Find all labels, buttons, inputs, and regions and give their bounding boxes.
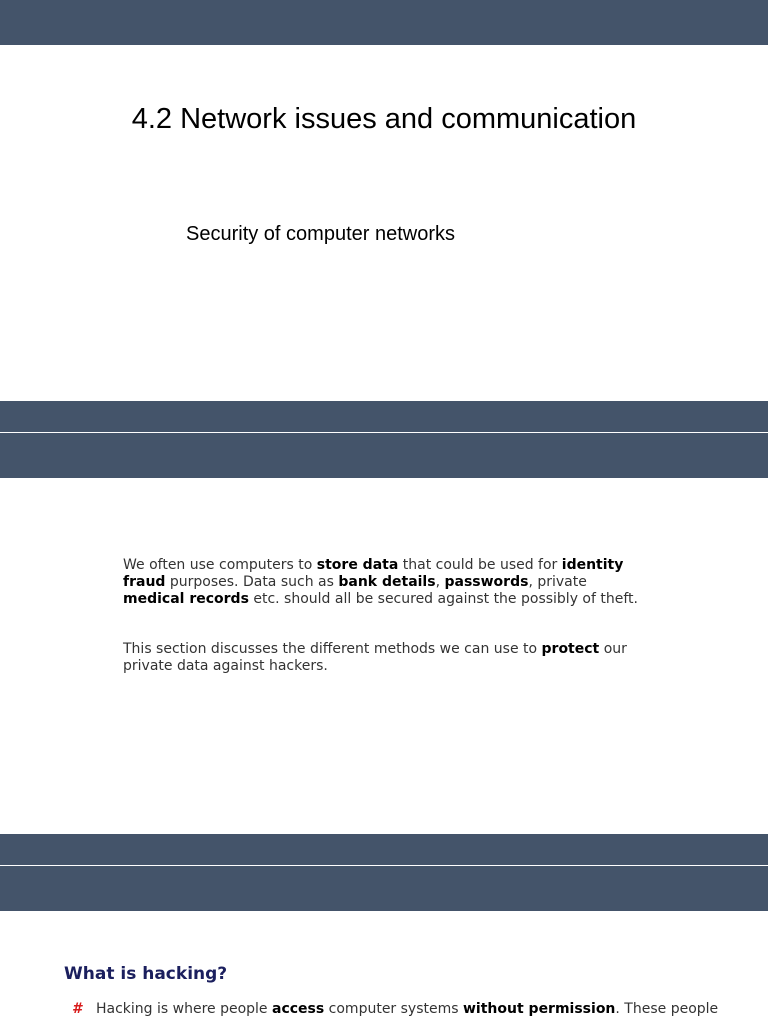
slide-footer-band — [0, 401, 768, 432]
text-run: Hacking is where people — [96, 1001, 272, 1017]
slide-intro — [0, 433, 768, 865]
slide-subtitle-text: Security of computer networks — [186, 223, 455, 245]
bold-run: passwords — [444, 574, 529, 590]
list-item — [72, 1000, 752, 1019]
text-run: We often use computers to — [123, 557, 317, 573]
text-run: . These people — [615, 1001, 719, 1017]
slide-header-band — [0, 866, 768, 911]
text-run: purposes. Data such as — [165, 574, 339, 590]
text-run: etc. should all be secured against the possibly of theft. — [248, 591, 638, 607]
slide-title — [0, 0, 768, 432]
text-run: This section discusses the different methods we can use to — [123, 641, 542, 657]
text-run: that could be used for — [398, 557, 562, 573]
hacking-heading: What is hacking? — [64, 964, 228, 984]
slide-footer-band — [0, 834, 768, 865]
bold-run: store data — [316, 557, 399, 573]
bold-run: identity fraud — [123, 557, 624, 590]
slide-header-band — [0, 0, 768, 45]
text-run: our private data against hackers. — [123, 641, 627, 674]
bold-run: protect — [541, 641, 600, 657]
bold-run: access — [272, 1001, 325, 1017]
section-paragraph — [123, 641, 643, 675]
bold-run: medical records — [123, 591, 249, 607]
bold-run: without permission — [463, 1001, 616, 1017]
slide-title-text: 4.2 Network issues and communication — [131, 103, 637, 135]
text-run: computer systems — [324, 1001, 463, 1017]
text-run: , — [435, 574, 445, 590]
slide-header-band — [0, 433, 768, 478]
intro-paragraph — [123, 557, 643, 608]
slide-hacking — [0, 866, 768, 1024]
bold-run: bank details — [338, 574, 436, 590]
hash-bullet-icon: # — [72, 1001, 82, 1017]
text-run: , private — [528, 574, 587, 590]
